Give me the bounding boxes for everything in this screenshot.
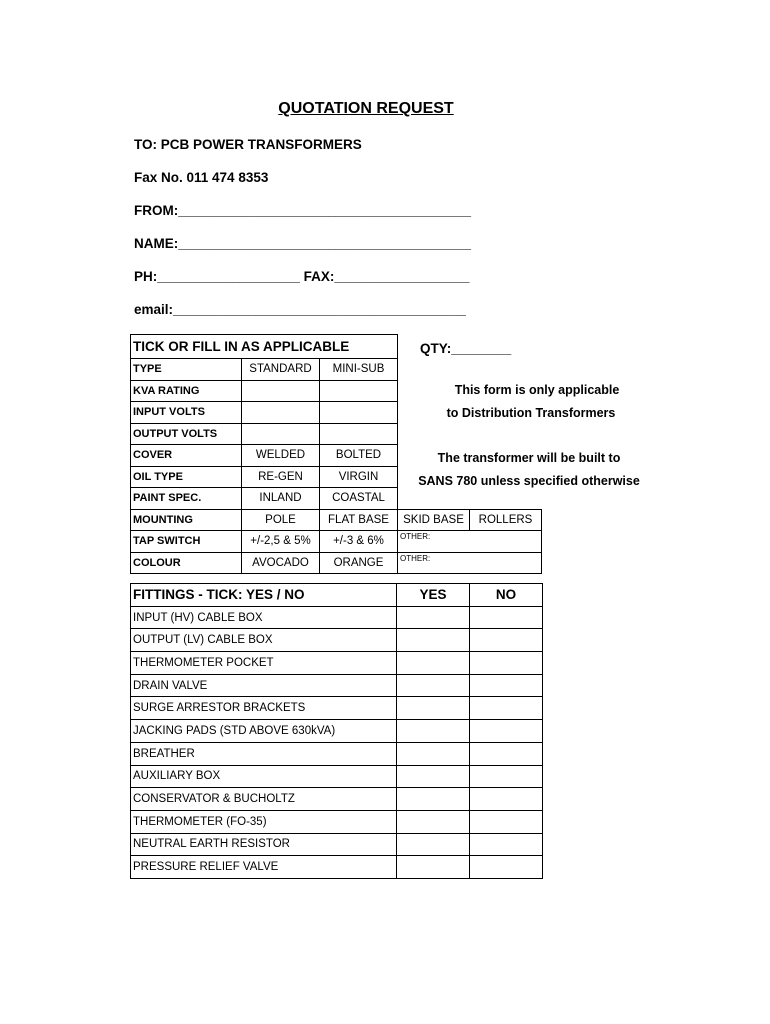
table-row bbox=[131, 788, 543, 811]
mounting-label: MOUNTING bbox=[131, 509, 242, 531]
fitting-yes-cell[interactable] bbox=[397, 606, 470, 629]
fitting-no-cell[interactable] bbox=[470, 788, 543, 811]
type-mini-sub[interactable]: MINI-SUB bbox=[320, 359, 398, 381]
table-row bbox=[131, 552, 542, 574]
table-row bbox=[131, 629, 543, 652]
page-title: QUOTATION REQUEST bbox=[278, 100, 454, 117]
note-line-4: SANS 780 unless specified otherwise bbox=[418, 474, 640, 488]
mounting-rollers[interactable]: ROLLERS bbox=[470, 509, 542, 531]
cover-welded[interactable]: WELDED bbox=[242, 445, 320, 467]
fitting-yes-cell[interactable] bbox=[397, 629, 470, 652]
oil-re-gen[interactable]: RE-GEN bbox=[242, 466, 320, 488]
fitting-yes-cell[interactable] bbox=[397, 788, 470, 811]
table-row bbox=[131, 765, 543, 788]
type-standard[interactable]: STANDARD bbox=[242, 359, 320, 381]
tap-3-6[interactable]: +/-3 & 6% bbox=[320, 531, 398, 553]
spec-table bbox=[130, 334, 542, 574]
table-row bbox=[131, 742, 543, 765]
table-row bbox=[131, 423, 542, 445]
table-row bbox=[131, 445, 542, 467]
fitting-item-label: SURGE ARRESTOR BRACKETS bbox=[131, 697, 397, 720]
note-line-1: This form is only applicable bbox=[454, 383, 620, 397]
fitting-no-cell[interactable] bbox=[470, 652, 543, 675]
note-line-2: to Distribution Transformers bbox=[446, 406, 616, 420]
tap-2-5-5[interactable]: +/-2,5 & 5% bbox=[242, 531, 320, 553]
fitting-item-label: CONSERVATOR & BUCHOLTZ bbox=[131, 788, 397, 811]
output-volts-label: OUTPUT VOLTS bbox=[131, 423, 242, 445]
kva-cell-2[interactable] bbox=[320, 380, 398, 402]
name-field[interactable]: NAME:_______________________________________ bbox=[134, 236, 472, 251]
fitting-yes-cell[interactable] bbox=[397, 833, 470, 856]
fitting-no-cell[interactable] bbox=[470, 833, 543, 856]
fitting-yes-cell[interactable] bbox=[397, 856, 470, 879]
table-row bbox=[131, 531, 542, 553]
fitting-yes-cell[interactable] bbox=[397, 810, 470, 833]
note-line-3: The transformer will be built to bbox=[437, 451, 621, 465]
fitting-yes-cell[interactable] bbox=[397, 697, 470, 720]
output-volts-cell-2[interactable] bbox=[320, 423, 398, 445]
table-row bbox=[131, 652, 543, 675]
fitting-item-label: NEUTRAL EARTH RESISTOR bbox=[131, 833, 397, 856]
fitting-yes-cell[interactable] bbox=[397, 674, 470, 697]
fitting-no-cell[interactable] bbox=[470, 629, 543, 652]
fitting-item-label: THERMOMETER (FO-35) bbox=[131, 810, 397, 833]
table-row bbox=[131, 833, 543, 856]
paint-inland[interactable]: INLAND bbox=[242, 488, 320, 510]
table-row bbox=[131, 674, 543, 697]
oil-virgin[interactable]: VIRGIN bbox=[320, 466, 398, 488]
table-row bbox=[131, 810, 543, 833]
fitting-item-label: DRAIN VALVE bbox=[131, 674, 397, 697]
fitting-no-cell[interactable] bbox=[470, 697, 543, 720]
fitting-no-cell[interactable] bbox=[470, 810, 543, 833]
input-volts-label: INPUT VOLTS bbox=[131, 402, 242, 424]
output-volts-cell-1[interactable] bbox=[242, 423, 320, 445]
mounting-skid-base[interactable]: SKID BASE bbox=[398, 509, 470, 531]
table-row bbox=[131, 509, 542, 531]
input-volts-cell-1[interactable] bbox=[242, 402, 320, 424]
fitting-no-cell[interactable] bbox=[470, 674, 543, 697]
cover-bolted[interactable]: BOLTED bbox=[320, 445, 398, 467]
paint-spec-label: PAINT SPEC. bbox=[131, 488, 242, 510]
table-row bbox=[131, 488, 542, 510]
type-label: TYPE bbox=[131, 359, 242, 381]
yes-header: YES bbox=[397, 584, 470, 607]
oil-type-label: OIL TYPE bbox=[131, 466, 242, 488]
fitting-no-cell[interactable] bbox=[470, 765, 543, 788]
ph-fax-field[interactable]: PH:___________________ FAX:__________________ bbox=[134, 269, 470, 284]
table-row bbox=[131, 697, 543, 720]
fittings-header: FITTINGS - TICK: YES / NO bbox=[131, 584, 397, 607]
fitting-item-label: OUTPUT (LV) CABLE BOX bbox=[131, 629, 397, 652]
mounting-pole[interactable]: POLE bbox=[242, 509, 320, 531]
table-row bbox=[131, 380, 542, 402]
fitting-no-cell[interactable] bbox=[470, 742, 543, 765]
fitting-yes-cell[interactable] bbox=[397, 765, 470, 788]
fitting-item-label: THERMOMETER POCKET bbox=[131, 652, 397, 675]
fitting-item-label: BREATHER bbox=[131, 742, 397, 765]
fitting-no-cell[interactable] bbox=[470, 856, 543, 879]
colour-avocado[interactable]: AVOCADO bbox=[242, 552, 320, 574]
fitting-yes-cell[interactable] bbox=[397, 742, 470, 765]
no-header: NO bbox=[470, 584, 543, 607]
spec-table-header: TICK OR FILL IN AS APPLICABLE bbox=[131, 335, 398, 359]
fitting-item-label: JACKING PADS (STD ABOVE 630kVA) bbox=[131, 720, 397, 743]
fittings-table bbox=[130, 583, 543, 879]
fitting-no-cell[interactable] bbox=[470, 720, 543, 743]
fitting-no-cell[interactable] bbox=[470, 606, 543, 629]
fitting-item-label: AUXILIARY BOX bbox=[131, 765, 397, 788]
table-row bbox=[131, 720, 543, 743]
qty-field[interactable]: QTY:________ bbox=[420, 341, 512, 356]
colour-other-field[interactable]: OTHER: bbox=[398, 552, 542, 574]
kva-label: KVA RATING bbox=[131, 380, 242, 402]
fax-number: Fax No. 011 474 8353 bbox=[134, 170, 269, 185]
email-field[interactable]: email:_______________________________________ bbox=[134, 302, 466, 317]
table-row bbox=[131, 466, 542, 488]
fitting-item-label: INPUT (HV) CABLE BOX bbox=[131, 606, 397, 629]
colour-orange[interactable]: ORANGE bbox=[320, 552, 398, 574]
table-row bbox=[131, 359, 542, 381]
input-volts-cell-2[interactable] bbox=[320, 402, 398, 424]
table-row bbox=[131, 606, 543, 629]
mounting-flat-base[interactable]: FLAT BASE bbox=[320, 509, 398, 531]
kva-cell-1[interactable] bbox=[242, 380, 320, 402]
paint-coastal[interactable]: COASTAL bbox=[320, 488, 398, 510]
to-line: TO: PCB POWER TRANSFORMERS bbox=[134, 137, 362, 152]
from-field[interactable]: FROM:_______________________________________ bbox=[134, 203, 472, 218]
tap-other-field[interactable]: OTHER: bbox=[398, 531, 542, 553]
cover-label: COVER bbox=[131, 445, 242, 467]
fitting-yes-cell[interactable] bbox=[397, 720, 470, 743]
table-row bbox=[131, 402, 542, 424]
colour-label: COLOUR bbox=[131, 552, 242, 574]
table-row bbox=[131, 856, 543, 879]
fitting-item-label: PRESSURE RELIEF VALVE bbox=[131, 856, 397, 879]
tap-switch-label: TAP SWITCH bbox=[131, 531, 242, 553]
fitting-yes-cell[interactable] bbox=[397, 652, 470, 675]
